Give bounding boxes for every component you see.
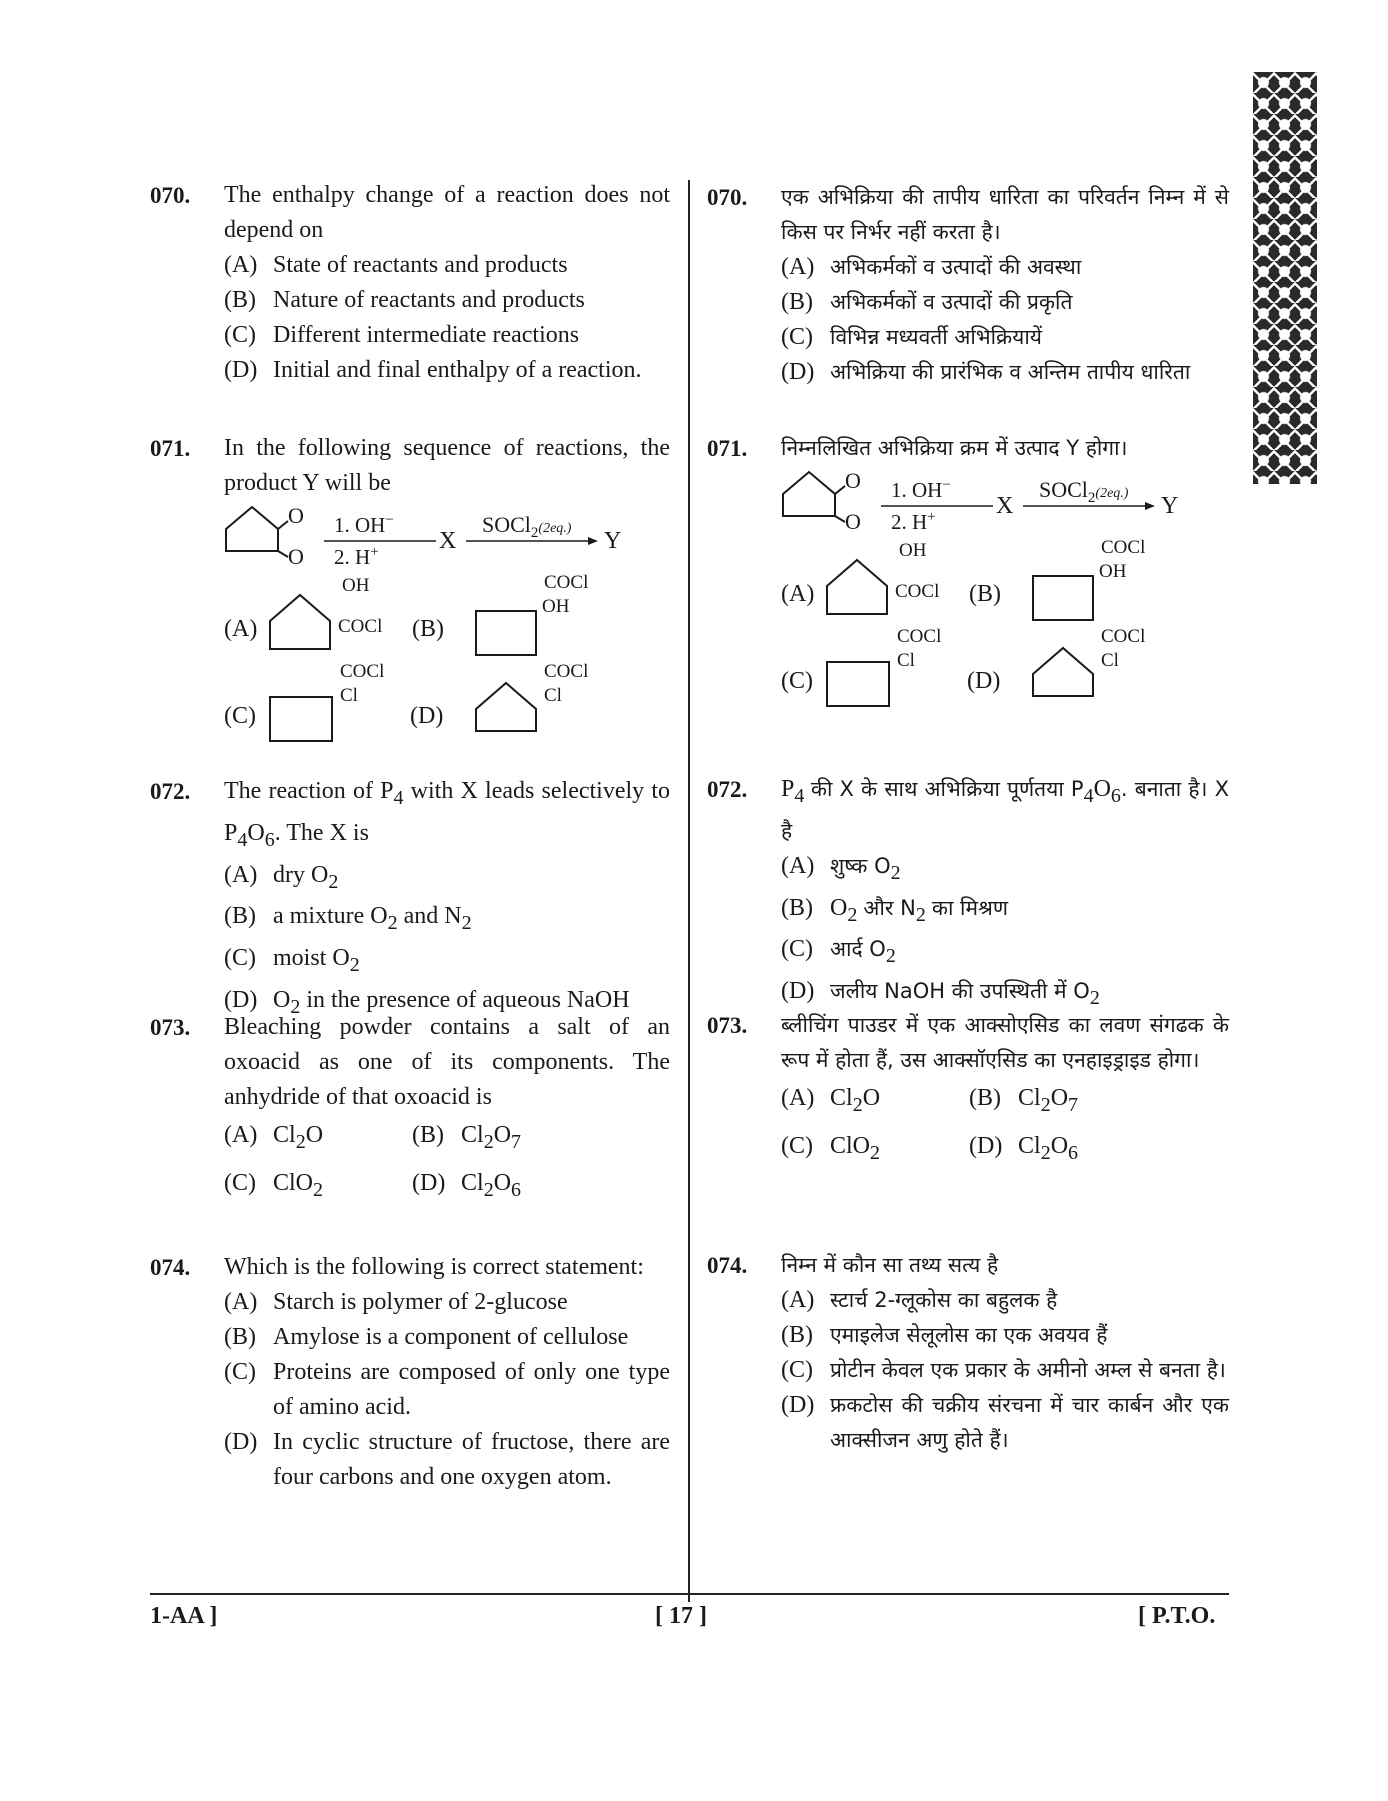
cyclopentanedione-ring [783,472,835,516]
ring-oxygen-top: O [845,468,861,493]
question-text: निम्नलिखित अभिक्रिया क्रम में उत्पाद Y होगा। [781,436,1128,460]
question-number: 070. [150,183,191,208]
structure-d-cyclopentane [476,683,536,731]
option-b: (B) Amylose is a component of cellulose [224,1324,629,1350]
option-c: (C) Proteins are composed of only one type of amino acid. [224,1359,670,1420]
question-072-hindi [707,772,1229,1016]
question-text: एक अभिक्रिया की तापीय धारिता का परिवर्तन निम्न में से किस पर निर्भर नहीं करता है। [781,185,1229,244]
option-d: (D) Initial and final enthalpy of a reaction. [224,357,642,383]
option-a: (A) State of reactants and products [224,252,568,278]
options-row-1 [224,1115,670,1163]
question-text: The enthalpy change of a reaction does not depend on [224,182,670,243]
answer-structures-drawing [224,571,654,751]
structure-label-a: (A) [781,581,815,607]
structure-a-cyclopentane [270,595,330,649]
question-number: 074. [707,1253,748,1278]
reagent-socl2: SOCl$_2^{(2eq.)}$ [482,512,572,541]
question-text: The reaction of $P_4$ with X leads selectively to $P_4O_6$. The X is [224,778,670,851]
footer-page-number: [ 17 ] [655,1603,707,1629]
question-text: Bleaching powder contains a salt of an oxoacid as one of its components. The anhydride of that oxoacid is [224,1014,670,1110]
option-a: (A) अभिकर्मकों व उत्पादों की अवस्था [781,254,1082,280]
option-a: (A) स्टार्च 2-ग्लूकोस का बहुलक है [781,1287,1058,1313]
question-number: 072. [150,779,191,804]
structure-c-cyclobutane [270,697,332,741]
structure-a-top-group: OH [899,540,927,561]
option-d: (D) फ्रकटोस की चक्रीय संरचना में चार कार्बन और एक आक्सीजन अणु होते हैं। [781,1392,1229,1452]
option-a: (A) $Cl_2O$ [224,1122,324,1153]
option-a: (A) शुष्क $O_2$ [781,852,901,884]
structure-d-side-group: Cl [544,685,562,706]
structure-c-top-group: COCl [340,661,385,682]
structure-label-b: (B) [412,616,444,642]
option-b: (B) Nature of reactants and products [224,287,585,313]
question-text: In the following sequence of reactions, the product Y will be [224,435,670,496]
structure-a-side-group: COCl [338,616,383,637]
reagent-socl2: SOCl$_2^{(2eq.)}$ [1039,477,1129,506]
structure-label-d: (D) [967,668,1001,694]
structure-label-a: (A) [224,616,258,642]
option-d: (D) In cyclic structure of fructose, there are four carbons and one oxygen atom. [224,1429,670,1490]
structure-label-d: (D) [410,703,444,729]
barcode-strip [1253,72,1317,484]
question-number: 073. [707,1013,748,1038]
ring-oxygen-bottom: O [288,544,304,569]
option-d: (D) $Cl_2O_6$ [969,1132,1079,1164]
footer-pto: [ P.T.O. [1138,1603,1216,1629]
question-text: निम्न में कौन सा तथ्य सत्य है [781,1253,999,1277]
question-number: 071. [707,436,748,461]
question-071-hindi [707,431,1229,716]
question-074-hindi [707,1248,1229,1458]
answer-structures [224,571,654,751]
question-070-hindi [707,180,1229,390]
cyclopentanedione-ring [226,507,278,551]
structure-b-top-group: COCl [1101,537,1146,558]
question-text: $P_4$ की X के साथ अभिक्रिया पूर्णतया $P_4O_6$. बनाता है। X है [781,776,1229,843]
product-y: Y [604,528,622,554]
structure-c-cyclobutane [827,662,889,706]
structure-label-c: (C) [224,703,256,729]
option-b: (B) एमाइलेज सेलूलोस का एक अवयव हैं [781,1322,1108,1348]
footer-rule [150,1593,1229,1595]
option-b: (B) अभिकर्मकों व उत्पादों की प्रकृति [781,289,1073,315]
question-073-hindi [707,1008,1229,1174]
reaction-scheme [781,466,1201,536]
option-d: (D) अभिक्रिया की प्रारंभिक व अन्तिम तापीय धारिता [781,359,1191,385]
question-number: 072. [707,777,748,802]
intermediate-x: X [996,493,1014,519]
reaction-scheme [224,501,644,571]
answer-structures [781,536,1211,716]
option-c: (C) moist $O_2$ [224,945,360,976]
question-text: ब्लीचिंग पाउडर में एक आक्सोएसिड का लवण संगढक के रूप में होता हैं, उस आक्सॉएसिड का एनहाइड्राइड होगा। [781,1013,1229,1072]
structure-d-cyclopentane [1033,648,1093,696]
options-row-1 [781,1078,1229,1126]
option-b: (B) $Cl_2O_7$ [969,1085,1079,1116]
options-row-2 [781,1126,1229,1174]
option-a: (A) $Cl_2O$ [781,1085,881,1116]
option-c: (C) ClO$_2$ [224,1169,324,1201]
structure-b-side-group: OH [1099,561,1127,582]
structure-d-top-group: COCl [544,661,589,682]
structure-a-top-group: OH [342,575,370,596]
footer-booklet-code: 1-AA ] [150,1603,218,1629]
option-b: (B) $O_2$ और $N_2$ का मिश्रण [781,894,1009,926]
option-c: (C) आर्द $O_2$ [781,936,896,968]
question-number: 070. [707,185,748,210]
structure-b-cyclobutane [1033,576,1093,620]
reaction-step-2: 2. H+ [891,509,936,534]
options-row-2 [224,1163,670,1211]
question-074 [150,1250,670,1495]
reaction-step-1: 1. OH− [891,477,951,502]
product-y: Y [1161,493,1179,519]
question-number: 073. [150,1015,191,1040]
structure-a-side-group: COCl [895,581,940,602]
option-c: (C) प्रोटीन केवल एक प्रकार के अमीनो अम्ल से बनता है। [781,1357,1226,1383]
option-d: (D) जलीय NaOH की उपस्थिती में $O_2$ [781,978,1100,1009]
reaction-step-2: 2. H+ [334,544,379,569]
ring-oxygen-top: O [288,503,304,528]
question-070 [150,178,670,388]
option-d: (D) $Cl_2O_6$ [412,1169,522,1201]
structure-c-side-group: Cl [340,685,358,706]
structure-label-b: (B) [969,581,1001,607]
structure-label-c: (C) [781,668,813,694]
question-072 [150,774,670,1025]
structure-d-top-group: COCl [1101,626,1146,647]
structure-d-side-group: Cl [1101,650,1119,671]
structure-c-side-group: Cl [897,650,915,671]
question-071 [150,431,670,751]
ring-oxygen-bottom: O [845,509,861,534]
answer-structures-drawing [781,536,1211,716]
option-d: (D) $O_2$ in the presence of aqueous NaOH [224,986,630,1018]
structure-a-cyclopentane [827,560,887,614]
option-a: (A) dry $O_2$ [224,861,339,893]
structure-b-top-group: COCl [544,572,589,593]
option-c: (C) ClO$_2$ [781,1132,881,1164]
option-b: (B) $Cl_2O_7$ [412,1122,522,1153]
reaction-scheme-drawing [781,466,1201,536]
intermediate-x: X [439,528,457,554]
option-c: (C) विभिन्न मध्यवर्ती अभिक्रियायें [781,324,1042,350]
question-number: 074. [150,1255,191,1280]
column-divider [688,180,690,1602]
question-073 [150,1010,670,1211]
structure-c-top-group: COCl [897,626,942,647]
option-a: (A) Starch is polymer of 2-glucose [224,1289,568,1315]
option-c: (C) Different intermediate reactions [224,322,580,348]
reaction-scheme-drawing [224,501,644,571]
option-b: (B) a mixture $O_2$ and $N_2$ [224,903,472,935]
structure-b-side-group: OH [542,596,570,617]
reaction-step-1: 1. OH− [334,512,394,537]
structure-b-cyclobutane [476,611,536,655]
question-number: 071. [150,436,191,461]
question-text: Which is the following is correct statement: [224,1254,644,1280]
